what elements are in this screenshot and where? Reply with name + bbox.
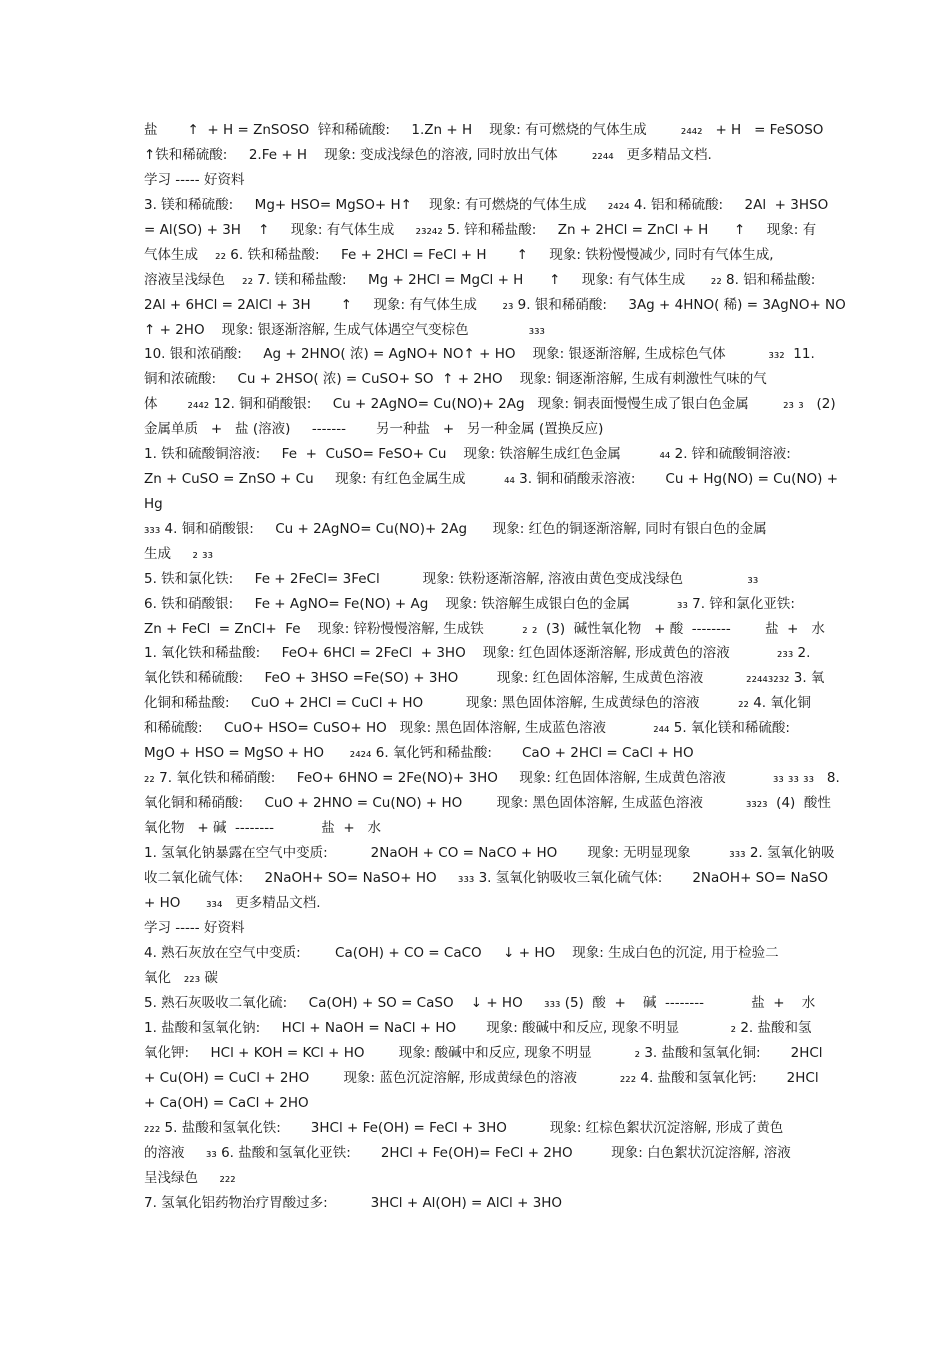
text-line: Hg xyxy=(144,496,163,512)
text-line: 呈浅绿色 ₂₂₂ xyxy=(144,1170,236,1186)
text-line: 和稀硫酸: CuO+ HSO= CuSO+ HO 现象: 黑色固体溶解, 生成蓝色溶液 ₂₄₄ 5. 氧化镁和稀硫酸: xyxy=(144,720,790,736)
text-line: 6. 铁和硝酸银: Fe + AgNO= Fe(NO) + Ag 现象: 铁溶解生成银白色的金属 ₃₃ 7. 锌和氯化亚铁: xyxy=(144,596,795,612)
text-line: + HO ₃₃₄ 更多精品文档. xyxy=(144,895,321,911)
text-line: 体 ₂₄₄₂ 12. 铜和硝酸银: Cu + 2AgNO= Cu(NO)+ 2Ag 现象: 铜表面慢慢生成了银白色金属 ₂₃ ₃ (2) xyxy=(144,396,836,412)
text-line: + Cu(OH) = CuCl + 2HO 现象: 蓝色沉淀溶解, 形成黄绿色的溶液 ₂₂₂ 4. 盐酸和氢氧化钙: 2HCl xyxy=(144,1070,819,1086)
text-line: 氧化铜和稀硝酸: CuO + 2HNO = Cu(NO) + HO 现象: 黑色固体溶解, 生成蓝色溶液 ₃₃₂₃ (4) 酸性 xyxy=(144,795,831,811)
text-line: ↑ + 2HO 现象: 银逐渐溶解, 生成气体遇空气变棕色 ₃₃₃ xyxy=(144,322,545,338)
text-line: MgO + HSO = MgSO + HO ₂₄₂₄ 6. 氧化钙和稀盐酸: CaO + 2HCl = CaCl + HO xyxy=(144,745,694,761)
text-line: 化铜和稀盐酸: CuO + 2HCl = CuCl + HO 现象: 黑色固体溶解, 生成黄绿色的溶液 ₂₂ 4. 氧化铜 xyxy=(144,695,811,711)
text-line: 气体生成 ₂₂ 6. 铁和稀盐酸: Fe + 2HCl = FeCl + H ↑ 现象: 铁粉慢慢减少, 同时有气体生成, xyxy=(144,247,774,263)
text-line: 1. 铁和硫酸铜溶液: Fe + CuSO= FeSO+ Cu 现象: 铁溶解生成红色金属 ₄₄ 2. 锌和硫酸铜溶液: xyxy=(144,446,791,462)
text-line: 7. 氢氧化铝药物治疗胃酸过多: 3HCl + Al(OH) = AlCl + 3HO xyxy=(144,1195,563,1211)
text-line: + Ca(OH) = CaCl + 2HO xyxy=(144,1095,309,1111)
text-line: 1. 氢氧化钠暴露在空气中变质: 2NaOH + CO = NaCO + HO 现象: 无明显现象 ₃₃₃ 2. 氢氧化钠吸 xyxy=(144,845,835,861)
text-line: 1. 氧化铁和稀盐酸: FeO+ 6HCl = 2FeCl + 3HO 现象: 红色固体逐渐溶解, 形成黄色的溶液 ₂₃₃ 2. xyxy=(144,645,811,661)
text-line: 10. 银和浓硝酸: Ag + 2HNO( 浓) = AgNO+ NO↑ + HO 现象: 银逐渐溶解, 生成棕色气体 ₃₃₂ 11. xyxy=(144,346,815,362)
text-line: 学习 ----- 好资料 xyxy=(144,172,245,188)
text-line: 2Al + 6HCl = 2AlCl + 3H ↑ 现象: 有气体生成 ₂₃ 9. 银和稀硝酸: 3Ag + 4HNO( 稀) = 3AgNO+ NO xyxy=(144,297,846,313)
text-line: Zn + CuSO = ZnSO + Cu 现象: 有红色金属生成 ₄₄ 3. 铜和硝酸汞溶液: Cu + Hg(NO) = Cu(NO) + xyxy=(144,471,839,487)
text-line: 1. 盐酸和氢氧化钠: HCl + NaOH = NaCl + HO 现象: 酸碱中和反应, 现象不明显 ₂ 2. 盐酸和氢 xyxy=(144,1020,812,1036)
text-line: 氧化钾: HCl + KOH = KCl + HO 现象: 酸碱中和反应, 现象不明显 ₂ 3. 盐酸和氢氧化铜: 2HCl xyxy=(144,1045,823,1061)
text-line: ↑铁和稀硫酸: 2.Fe + H 现象: 变成浅绿色的溶液, 同时放出气体 ₂₂₄₄ 更多精品文档. xyxy=(144,147,712,163)
text-line: Zn + FeCl = ZnCl+ Fe 现象: 锌粉慢慢溶解, 生成铁 ₂ ₂ (3) 碱性氧化物 + 酸 -------- 盐 + 水 xyxy=(144,621,825,637)
text-line: 3. 镁和稀硫酸: Mg+ HSO= MgSO+ H↑ 现象: 有可燃烧的气体生成 ₂₄₂₄ 4. 铝和稀硫酸: 2Al + 3HSO xyxy=(144,197,829,213)
text-line: 氧化 ₂₂₃ 碳 xyxy=(144,970,218,986)
text-line: ₂₂ 7. 氧化铁和稀硝酸: FeO+ 6HNO = 2Fe(NO)+ 3HO 现象: 红色固体溶解, 生成黄色溶液 ₃₃ ₃₃ ₃₃ 8. xyxy=(144,770,840,786)
text-line: 4. 熟石灰放在空气中变质: Ca(OH) + CO = CaCO ↓ + HO 现象: 生成白色的沉淀, 用于检验二 xyxy=(144,945,779,961)
text-line: 学习 ----- 好资料 xyxy=(144,920,245,936)
text-line: 金属单质 + 盐 (溶液) ------- 另一种盐 + 另一种金属 (置换反应) xyxy=(144,421,604,437)
text-line: 溶液呈浅绿色 ₂₂ 7. 镁和稀盐酸: Mg + 2HCl = MgCl + H ↑ 现象: 有气体生成 ₂₂ 8. 铝和稀盐酸: xyxy=(144,272,816,288)
text-line: 5. 铁和氯化铁: Fe + 2FeCl= 3FeCl 现象: 铁粉逐渐溶解, 溶液由黄色变成浅绿色 ₃₃ xyxy=(144,571,759,587)
text-line: 氧化物 + 碱 -------- 盐 + 水 xyxy=(144,820,382,836)
text-line: 铜和浓硫酸: Cu + 2HSO( 浓) = CuSO+ SO ↑ + 2HO 现象: 铜逐渐溶解, 生成有刺激性气味的气 xyxy=(144,371,767,387)
text-line: 盐 ↑ + H = ZnSOSO 锌和稀硫酸: 1.Zn + H 现象: 有可燃烧的气体生成 ₂₄₄₂ + H = FeSOSO xyxy=(144,122,824,138)
text-line: 5. 熟石灰吸收二氧化硫: Ca(OH) + SO = CaSO ↓ + HO ₃₃₃ (5) 酸 + 碱 -------- 盐 + 水 xyxy=(144,995,816,1011)
text-line: ₂₂₂ 5. 盐酸和氢氧化铁: 3HCl + Fe(OH) = FeCl + 3HO 现象: 红棕色絮状沉淀溶解, 形成了黄色 xyxy=(144,1120,784,1136)
text-line: 生成 ₂ ₃₃ xyxy=(144,546,213,562)
text-line: = Al(SO) + 3H ↑ 现象: 有气体生成 ₂₃₂₄₂ 5. 锌和稀盐酸: Zn + 2HCl = ZnCl + H ↑ 现象: 有 xyxy=(144,222,817,238)
text-line: 氧化铁和稀硫酸: FeO + 3HSO =Fe(SO) + 3HO 现象: 红色固体溶解, 生成黄色溶液 ₂₂₄₄₃₂₃₂ 3. 氧 xyxy=(144,670,825,686)
text-line: ₃₃₃ 4. 铜和硝酸银: Cu + 2AgNO= Cu(NO)+ 2Ag 现象: 红色的铜逐渐溶解, 同时有银白色的金属 xyxy=(144,521,767,537)
text-line: 的溶液 ₃₃ 6. 盐酸和氢氧化亚铁: 2HCl + Fe(OH)= FeCl + 2HO 现象: 白色絮状沉淀溶解, 溶液 xyxy=(144,1145,791,1161)
text-line: 收二氧化硫气体: 2NaOH+ SO= NaSO+ HO ₃₃₃ 3. 氢氧化钠吸收三氧化硫气体: 2NaOH+ SO= NaSO xyxy=(144,870,829,886)
